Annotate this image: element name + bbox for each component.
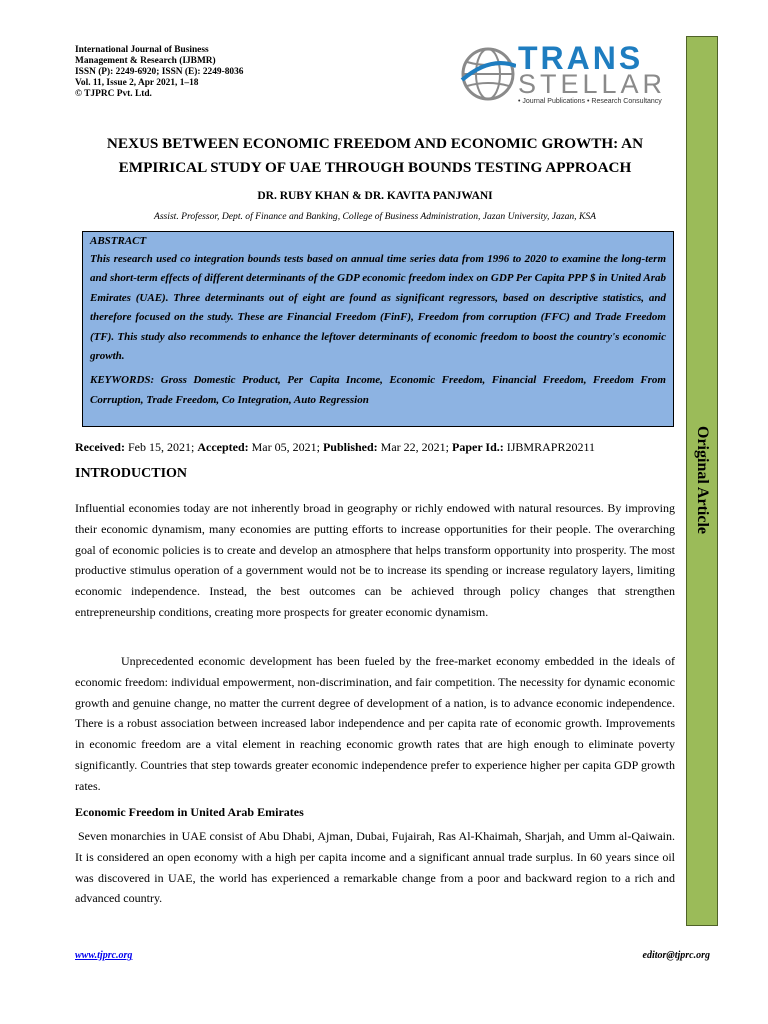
journal-name-line-1: International Journal of Business — [75, 45, 209, 55]
footer-email: editor@tjprc.org — [642, 950, 710, 961]
intro-paragraph-2: Unprecedented economic development has been fueled by the free-market economy embedded in the ideals of economic freedom: individual empowerment, non-discrimination, and fair competition. The necessity for dynamic economic growth and genuine change, no matter the current degree of development of a nation, is to advance economic independence. There is a robust association between increased labor independence and per capita rate of economic growth. Improvements in economic freedom are a vital element in reaching economic growth rates that are high enough to eliminate poverty significantly. Countries that step towards greater economic independence prefer to experience higher per capita GDP growth rates. — [75, 654, 675, 793]
logo-tagline: • Journal Publications • Research Consultancy — [518, 98, 662, 105]
received-label: Received: — [75, 440, 125, 454]
article-type-label: Original Article — [694, 426, 711, 534]
uae-paragraph: Seven monarchies in UAE consist of Abu Dhabi, Ajman, Dubai, Fujairah, Ras Al-Khaimah, Sharjah, and Umm al-Qaiwain. It is considered an open economy with a high per capita income and a significant annual trade surplus. In 60 years since oil was discovered in UAE, the world has experienced a remarkable change from a poor and backward region to a rich and advanced country. — [75, 829, 675, 906]
introduction-heading: INTRODUCTION — [75, 466, 188, 481]
paper-id-label: Paper Id.: — [451, 440, 504, 454]
paper-id: IJBMRAPR20211 — [503, 440, 596, 454]
copyright-line: © TJPRC Pvt. Ltd. — [75, 89, 152, 99]
published-date: Mar 22, 2021; — [377, 440, 452, 454]
globe-icon — [460, 46, 516, 102]
issn-line: ISSN (P): 2249-6920; ISSN (E): 2249-8036 — [75, 67, 244, 77]
authors: DR. RUBY KHAN & DR. KAVITA PANJWANI — [257, 190, 493, 202]
journal-info — [75, 45, 335, 100]
paper-title — [75, 132, 675, 180]
logo-text-stellar: STELLAR — [518, 69, 667, 99]
affiliation: Assist. Professor, Dept. of Finance and Banking, College of Business Administration, Jazan University, Jazan, KSA — [153, 211, 597, 222]
published-label: Published: — [322, 440, 378, 454]
publication-dates — [75, 440, 675, 455]
title-line-1: NEXUS BETWEEN ECONOMIC FREEDOM AND ECONOMIC GROWTH: AN — [106, 135, 644, 152]
accepted-date: Mar 05, 2021; — [248, 440, 323, 454]
accepted-label: Accepted: — [197, 440, 249, 454]
volume-line: Vol. 11, Issue 2, Apr 2021, 1–18 — [75, 78, 199, 88]
section-subheading: Economic Freedom in United Arab Emirates — [75, 805, 304, 819]
title-line-2: EMPIRICAL STUDY OF UAE THROUGH BOUNDS TESTING APPROACH — [118, 159, 632, 176]
abstract-body: This research used co integration bounds tests based on annual time series data from 1996 to 2020 to examine the long-term and short-term effects of different determinants of the GDP economic freedom index on GDP Per Capita PPP $ in United Arab Emirates (UAE). Three determinants out of eight are found as significant regressors, based on descriptive statistics, and therefore focused on the study. These are Financial Freedom (FinF), Freedom from corruption (FFC) and Trade Freedom (TF). This study also recommends to enhance the leftover determinants of economic freedom to boost the country's economic growth. — [90, 253, 666, 363]
footer-website-link[interactable]: www.tjprc.org — [75, 950, 133, 961]
keywords: KEYWORDS: Gross Domestic Product, Per Capita Income, Economic Freedom, Financial Freedom, Freedom From Corruption, Trade Freedom, Co Integration, Auto Regression — [90, 374, 666, 406]
logo-text-trans: TRANS — [518, 40, 644, 76]
journal-name-line-2: Management & Research (IJBMR) — [75, 56, 216, 66]
abstract-heading: ABSTRACT — [90, 235, 147, 247]
publisher-logo — [460, 40, 680, 110]
received-date: Feb 15, 2021; — [124, 440, 198, 454]
intro-paragraph-1: Influential economies today are not inherently broad in geography or richly endowed with natural resources. By improving their economic dynamism, many economies are putting efforts to increase opportunities for their people. The overarching goal of economic policies is to create and develop an atmosphere that helps transform opportunity into prosperity. The most productive stimulus operation of a government would not be to increase its spending or increase regulatory layers, limiting economic independence. Instead, the best outcomes can be achieved through policy changes that strengthen entrepreneurship conditions, creating more prospects for greater economic dynamism. — [75, 501, 675, 619]
abstract-box — [82, 231, 674, 427]
